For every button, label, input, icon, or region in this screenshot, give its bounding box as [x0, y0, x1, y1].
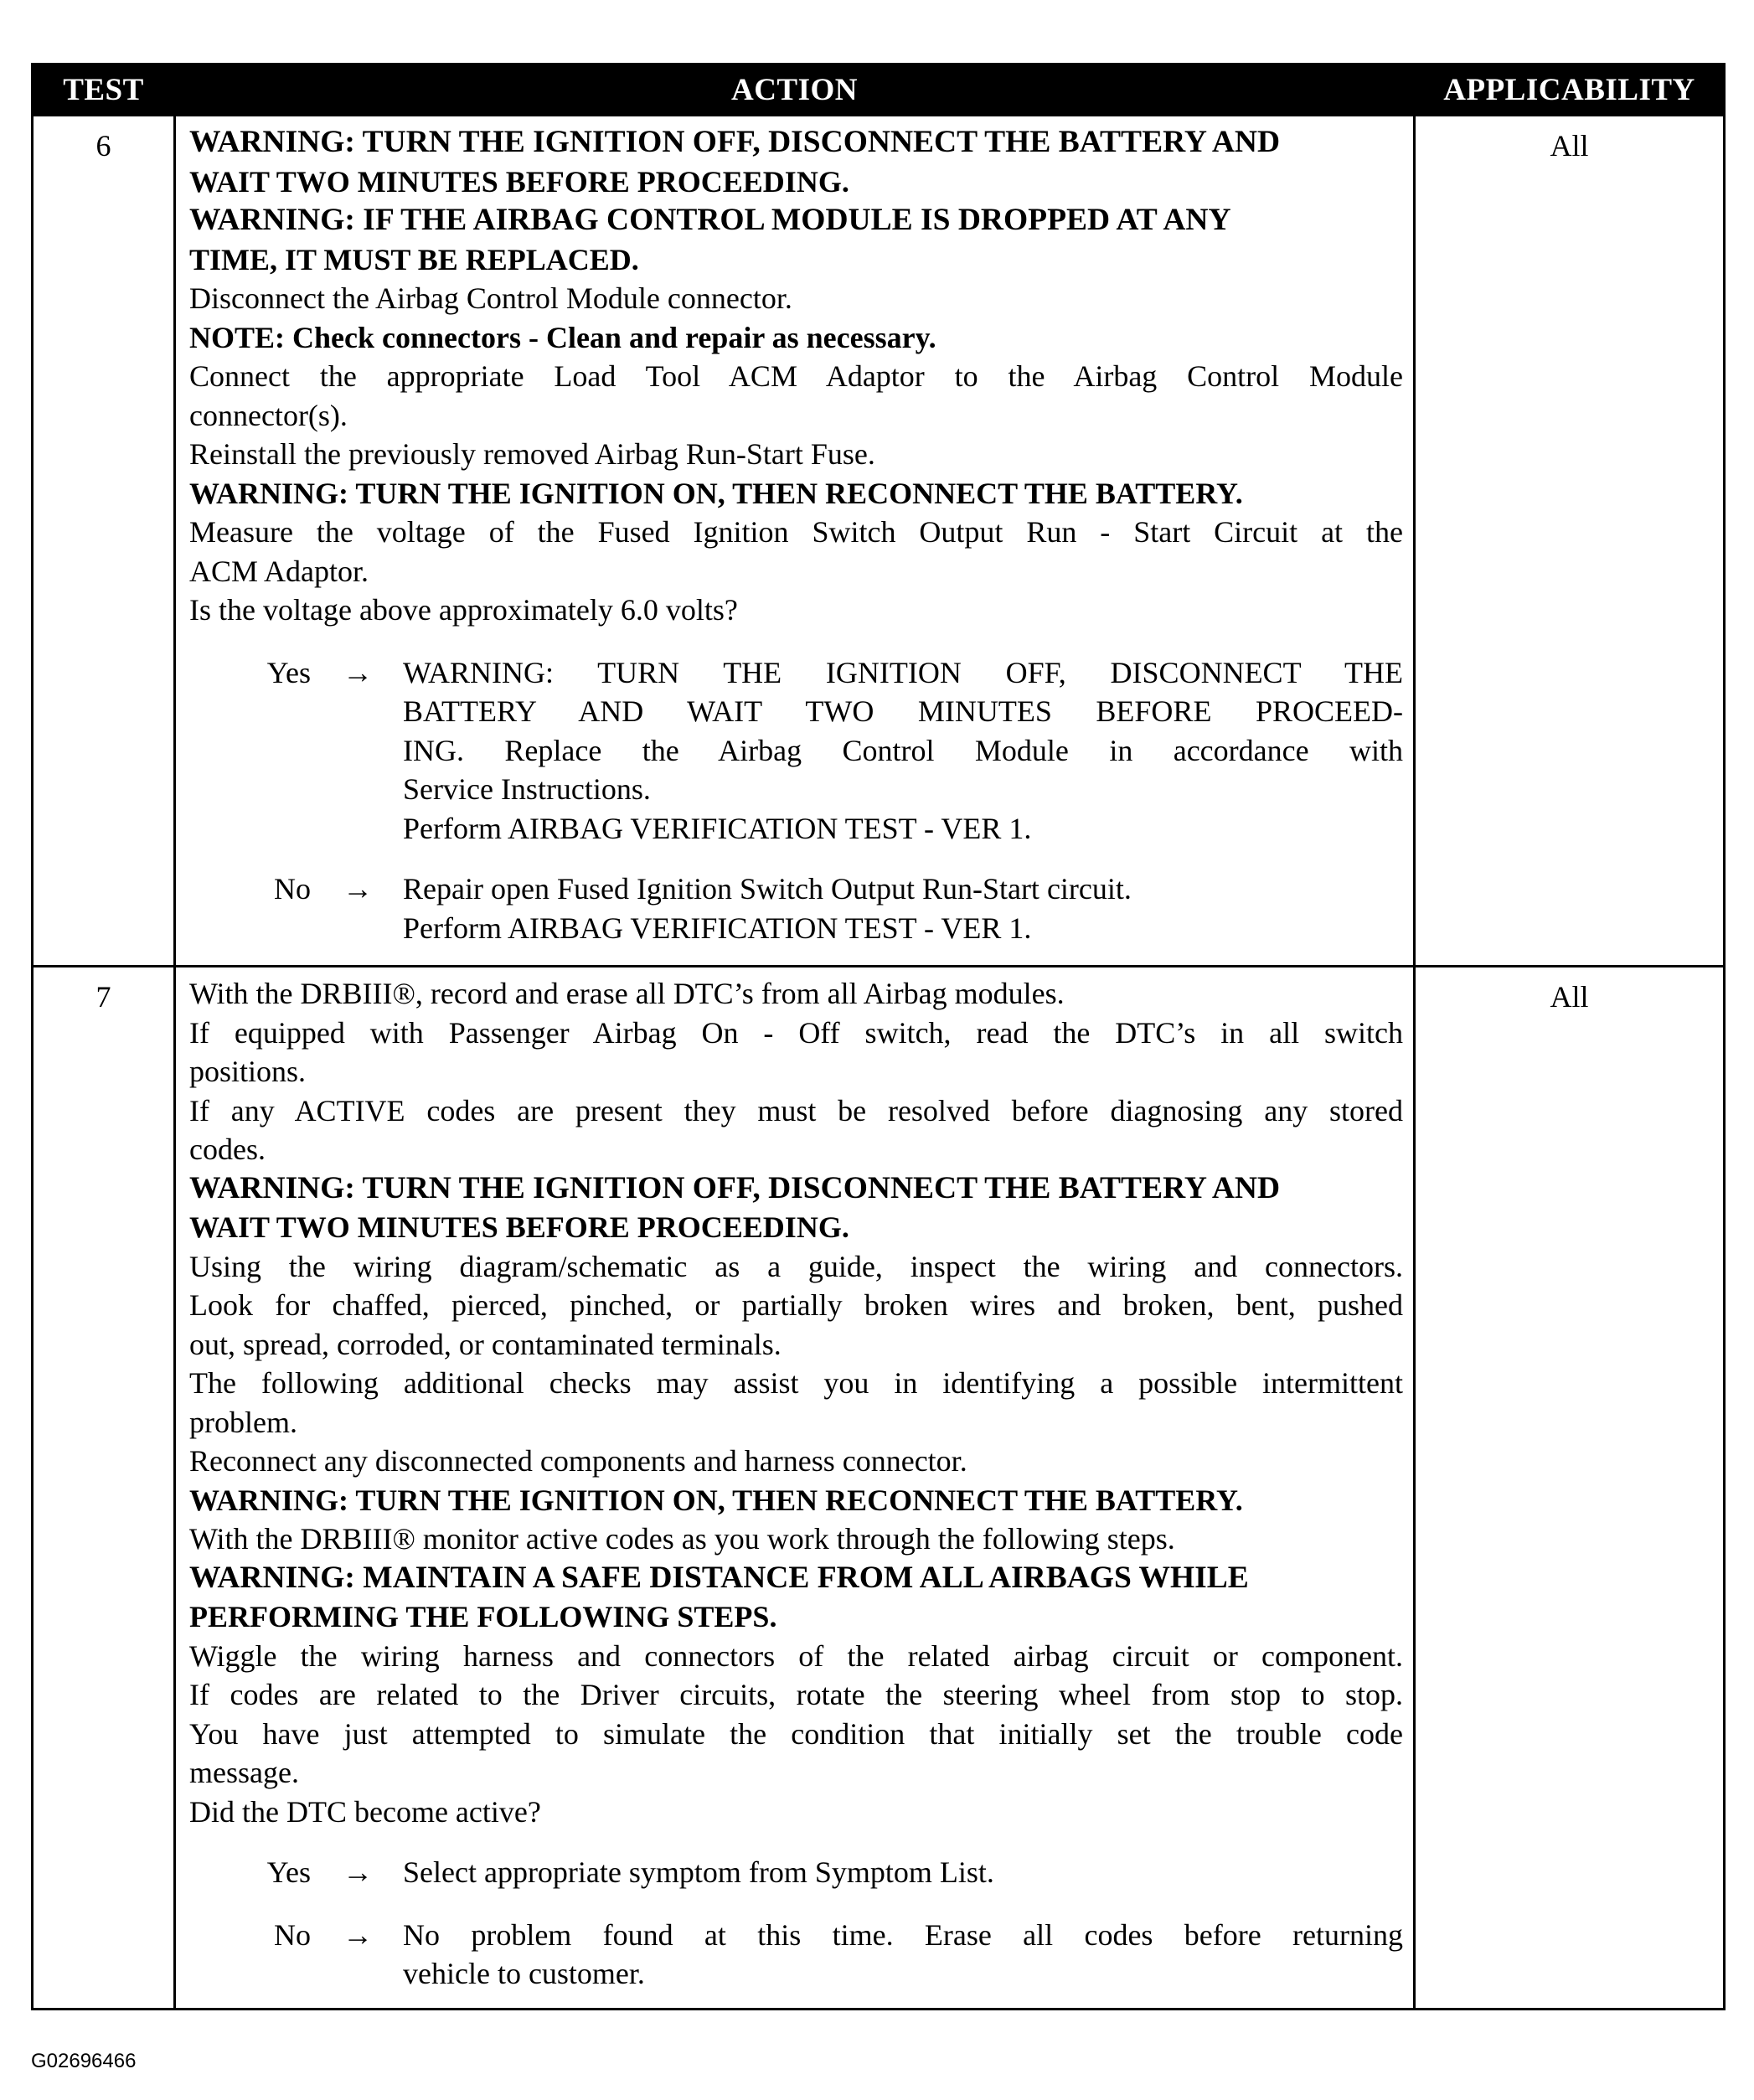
action-text: Using the wiring diagram/schematic as a guide, inspect the wiring and connectors. [189, 1249, 1403, 1283]
warning-text: WARNING: TURN THE IGNITION OFF, DISCONNECT THE BATTERY AND [189, 125, 1281, 159]
arrow-right-icon: → [343, 872, 373, 906]
note-text: NOTE: Check connectors - Clean and repair as necessary. [189, 320, 936, 354]
action-text: Measure the voltage of the Fused Ignition Switch Output Run - Start Circuit at the [189, 515, 1403, 549]
action-text: Connect the appropriate Load Tool ACM Adaptor to the Airbag Control Module [189, 359, 1403, 393]
action-text: With the DRBIII® monitor active codes as you work through the following steps. [189, 1522, 1175, 1556]
diagnostic-page [31, 63, 1723, 2010]
question-text: Is the voltage above approximately 6.0 volts? [189, 593, 738, 627]
action-cell [175, 116, 1415, 967]
warning-text: WARNING: TURN THE IGNITION ON, THEN RECONNECT THE BATTERY. [189, 476, 1243, 510]
question-text: Did the DTC become active? [189, 1794, 541, 1829]
action-text: out, spread, corroded, or contaminated terminals. [189, 1327, 782, 1361]
outcome-label: No [274, 1917, 311, 1952]
header-test: TEST [33, 64, 175, 116]
outcome-text [403, 869, 1403, 947]
header-applicability: APPLICABILITY [1415, 64, 1725, 116]
warning-text: TIME, IT MUST BE REPLACED. [189, 242, 639, 276]
figure-id: G02696466 [31, 2050, 137, 2072]
outcome-yes [189, 653, 1403, 849]
arrow-right-icon: → [343, 655, 373, 689]
action-text: The following additional checks may assist you in identifying a possible intermittent [189, 1366, 1403, 1400]
action-text: Reinstall the previously removed Airbag Run-Start Fuse. [189, 437, 875, 471]
action-text: Disconnect the Airbag Control Module connector. [189, 281, 792, 315]
action-text: Wiggle the wiring harness and connectors of the related airbag circuit or component. [189, 1638, 1403, 1673]
action-text: ACM Adaptor. [189, 554, 369, 588]
arrow-right-icon: → [343, 1917, 373, 1952]
action-text: positions. [189, 1055, 307, 1088]
action-text: message. [189, 1756, 299, 1789]
outcome-label: Yes [266, 655, 311, 689]
outcome-line: No problem found at this time. Erase all codes before returning [403, 1917, 1403, 1952]
applicability-value: All [1415, 116, 1725, 967]
outcome-line: BATTERY AND WAIT TWO MINUTES BEFORE PROCEED- [403, 694, 1403, 728]
outcome-text [403, 653, 1403, 849]
outcome-label: Yes [266, 1855, 311, 1889]
warning-text: PERFORMING THE FOLLOWING STEPS. [189, 1600, 777, 1633]
action-text: If codes are related to the Driver circuits, rotate the steering wheel from stop to stop. [189, 1678, 1403, 1711]
outcome-label: No [274, 872, 311, 906]
warning-text: WARNING: TURN THE IGNITION OFF, DISCONNECT THE BATTERY AND [189, 1170, 1281, 1205]
action-text: problem. [189, 1405, 297, 1439]
outcome-line: Perform AIRBAG VERIFICATION TEST - VER 1. [403, 811, 1032, 845]
action-text: If any ACTIVE codes are present they must be resolved before diagnosing any stored [189, 1093, 1403, 1127]
outcome-no [189, 869, 1403, 947]
table-row [33, 967, 1725, 2010]
outcome-line: Select appropriate symptom from Symptom List. [403, 1855, 994, 1889]
outcome-line: WARNING: TURN THE IGNITION OFF, DISCONNECT THE [403, 655, 1403, 689]
action-text: If equipped with Passenger Airbag On - Off switch, read the DTC’s in all switch [189, 1015, 1403, 1050]
action-text: With the DRBIII®, record and erase all DTC’s from all Airbag modules. [189, 977, 1065, 1010]
outcome-text [403, 1853, 1403, 1892]
warning-text: WARNING: MAINTAIN A SAFE DISTANCE FROM ALL AIRBAGS WHILE [189, 1560, 1249, 1595]
outcome-no [189, 1916, 1403, 1994]
applicability-value: All [1415, 967, 1725, 2010]
action-text: Look for chaffed, pierced, pinched, or partially broken wires and broken, bent, pushed [189, 1288, 1403, 1322]
outcome-text [403, 1916, 1403, 1994]
warning-text: WAIT TWO MINUTES BEFORE PROCEEDING. [189, 164, 849, 199]
action-text: You have just attempted to simulate the condition that initially set the trouble code [189, 1716, 1403, 1751]
outcome-line: Repair open Fused Ignition Switch Output Run-Start circuit. [403, 872, 1132, 906]
table-row [33, 116, 1725, 967]
action-text: codes. [189, 1133, 266, 1166]
action-text: Reconnect any disconnected components and harness connector. [189, 1444, 967, 1478]
test-number: 7 [33, 967, 175, 2010]
warning-text: WARNING: IF THE AIRBAG CONTROL MODULE IS DROPPED AT ANY [189, 203, 1231, 237]
warning-text: WAIT TWO MINUTES BEFORE PROCEEDING. [189, 1210, 849, 1244]
action-text: connector(s). [189, 398, 348, 432]
arrow-right-icon: → [343, 1855, 373, 1889]
header-action: ACTION [175, 64, 1415, 116]
action-cell [175, 967, 1415, 2010]
outcome-line: Service Instructions. [403, 772, 651, 806]
outcome-line: vehicle to customer. [403, 1957, 645, 1990]
table-header-row [33, 64, 1725, 116]
diagnostic-table [31, 63, 1726, 2010]
test-number: 6 [33, 116, 175, 967]
warning-text: WARNING: TURN THE IGNITION ON, THEN RECONNECT THE BATTERY. [189, 1483, 1243, 1517]
outcome-yes [189, 1853, 1403, 1892]
outcome-line: ING. Replace the Airbag Control Module in accordance with [403, 733, 1403, 767]
outcome-line: Perform AIRBAG VERIFICATION TEST - VER 1. [403, 911, 1032, 945]
